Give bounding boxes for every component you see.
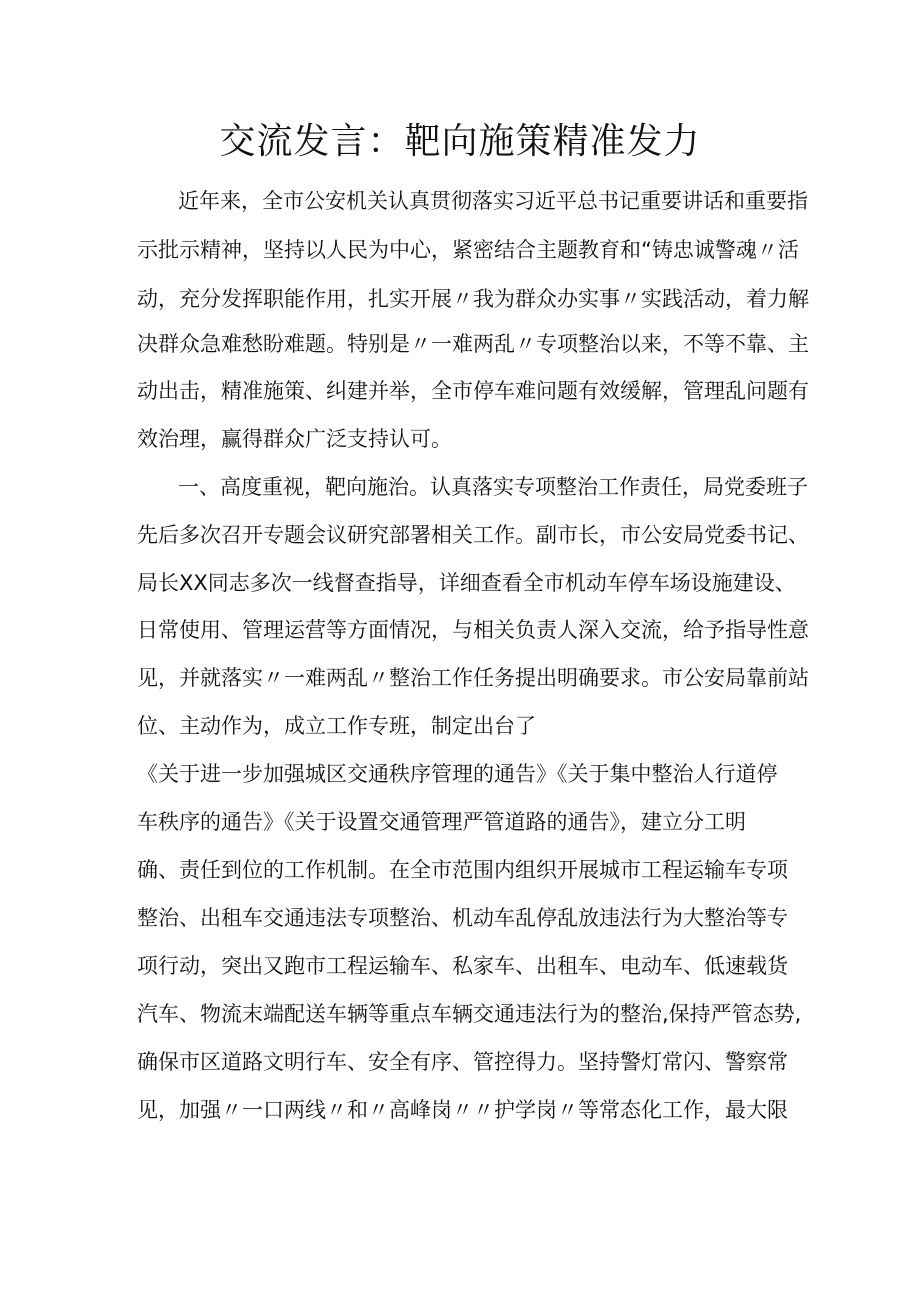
document-title: 交流发言：靶向施策精准发力 bbox=[219, 121, 701, 162]
paragraph-2-line: 《关于进一步加强城区交通秩序管理的通告》《关于集中整治人行道停 bbox=[137, 762, 778, 786]
paragraph-2-line: 确、责任到位的工作机制。在全市范围内组织开展城市工程运输车专项 bbox=[137, 858, 788, 882]
paragraph-2-line: 位、主动作为，成立工作专班，制定出台了 bbox=[137, 714, 536, 738]
paragraph-2-line: 见，并就落实〃一难两乱〃整治工作任务提出明确要求。市公安局靠前站 bbox=[137, 666, 809, 690]
paragraph-2-line: 先后多次召开专题会议研究部署相关工作。副市长，市公安局党委书记、 bbox=[137, 523, 809, 547]
paragraph-1-line: 示批示精神，坚持以人民为中心，紧密结合主题教育和“铸忠诚警魂〃活 bbox=[137, 238, 799, 262]
paragraph-2-line: 汽车、物流末端配送车辆等重点车辆交通违法行为的整治,保持严管态势, bbox=[137, 1002, 802, 1026]
paragraph-1-line: 决群众急难愁盼难题。特别是〃一难两乱〃专项整治以来，不等不靠、主 bbox=[137, 332, 809, 356]
paragraph-2-line: 项行动，突出又跑市工程运输车、私家车、出租车、电动车、低速载货 bbox=[137, 954, 788, 978]
paragraph-1-line: 效治理，赢得群众广泛支持认可。 bbox=[137, 427, 452, 451]
paragraph-2-line: 整治、出租车交通违法专项整治、机动车乱停乱放违法行为大整治等专 bbox=[137, 906, 788, 930]
paragraph-2-line: 确保市区道路文明行车、安全有序、管控得力。坚持警灯常闪、警察常 bbox=[137, 1050, 788, 1074]
paragraph-1-line: 动，充分发挥职能作用，扎实开展〃我为群众办实事〃实践活动，着力解 bbox=[137, 287, 809, 311]
paragraph-1-line: 动出击，精准施策、纠建并举，全市停车难问题有效缓解，管理乱问题有 bbox=[137, 379, 809, 403]
paragraph-2-line: 局长XX同志多次一线督查指导，详细查看全市机动车停车场设施建设、 bbox=[137, 571, 796, 595]
paragraph-1-line: 近年来，全市公安机关认真贯彻落实习近平总书记重要讲话和重要指 bbox=[178, 189, 808, 213]
paragraph-2-line: 车秩序的通告》《关于设置交通管理严管道路的通告》，建立分工明 bbox=[137, 810, 746, 834]
paragraph-2-line: 日常使用、管理运营等方面情况，与相关负责人深入交流，给予指导性意 bbox=[137, 618, 809, 642]
paragraph-2-line: 见，加强〃一口两线〃和〃高峰岗〃〃护学岗〃等常态化工作，最大限 bbox=[137, 1098, 788, 1122]
paragraph-2-line: 一、高度重视，靶向施治。认真落实专项整治工作责任，局党委班子 bbox=[178, 475, 808, 499]
